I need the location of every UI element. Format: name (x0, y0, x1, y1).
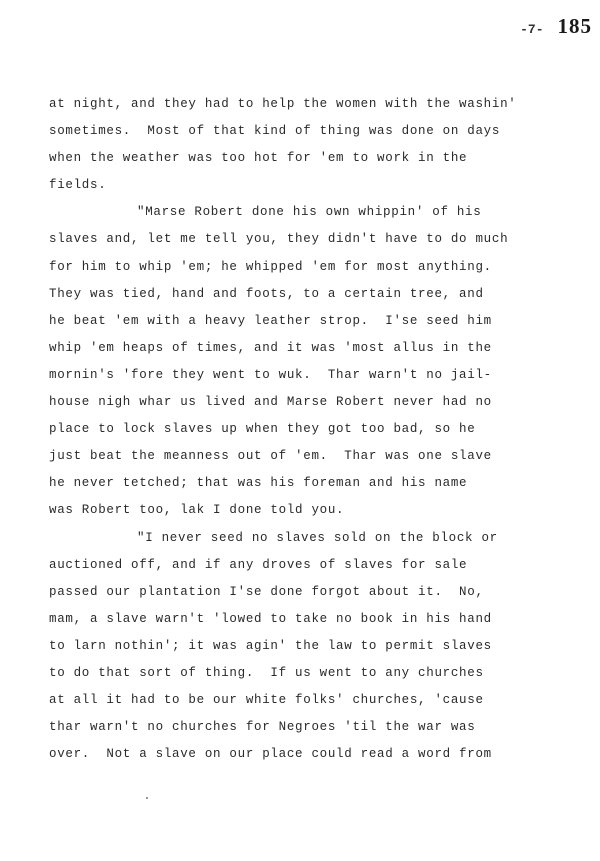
text-line: for him to whip 'em; he whipped 'em for most anything. (49, 259, 492, 274)
text-line: at all it had to be our white folks' churches, 'cause (49, 693, 484, 708)
text-line: when the weather was too hot for 'em to work in the (49, 151, 468, 166)
text-line: auctioned off, and if any droves of slaves for sale (49, 557, 468, 572)
text-line: whip 'em heaps of times, and it was 'most allus in the (49, 340, 492, 355)
page-header (520, 14, 592, 39)
text-line: to larn nothin'; it was agin' the law to permit slaves (49, 638, 492, 653)
text-line: thar warn't no churches for Negroes 'til the war was (49, 720, 476, 735)
text-line: mornin's 'fore they went to wuk. Thar warn't no jail- (49, 367, 492, 382)
text-line: mam, a slave warn't 'lowed to take no book in his hand (49, 611, 492, 626)
text-line: he never tetched; that was his foreman and his name (49, 476, 468, 491)
text-line: passed our plantation I'se done forgot about it. No, (49, 584, 484, 599)
text-line: slaves and, let me tell you, they didn't have to do much (49, 232, 509, 247)
typed-narrative-body (49, 91, 594, 768)
text-line: to do that sort of thing. If us went to any churches (49, 665, 484, 680)
paragraph-first-line: "I never seed no slaves sold on the block or (137, 530, 498, 545)
text-line: he beat 'em with a heavy leather strop. I'se seed him (49, 313, 492, 328)
text-line: sometimes. Most of that kind of thing was done on days (49, 124, 501, 139)
text-line: at night, and they had to help the women with the washin' (49, 97, 517, 111)
text-line: house nigh whar us lived and Marse Robert never had no (49, 395, 492, 410)
text-line: over. Not a slave on our place could read a word from (49, 747, 492, 762)
paragraph-first-line: "Marse Robert done his own whippin' of his (137, 205, 482, 220)
text-line: fields. (49, 178, 107, 193)
text-line: was Robert too, lak I done told you. (49, 503, 345, 518)
text-line: place to lock slaves up when they got too bad, so he (49, 422, 476, 437)
paper-speck (146, 797, 148, 799)
text-line: just beat the meanness out of 'em. Thar was one slave (49, 449, 492, 464)
page-number: 185 (557, 14, 592, 38)
text-line: They was tied, hand and foots, to a certain tree, and (49, 286, 484, 301)
page-label: -7- (520, 22, 544, 37)
